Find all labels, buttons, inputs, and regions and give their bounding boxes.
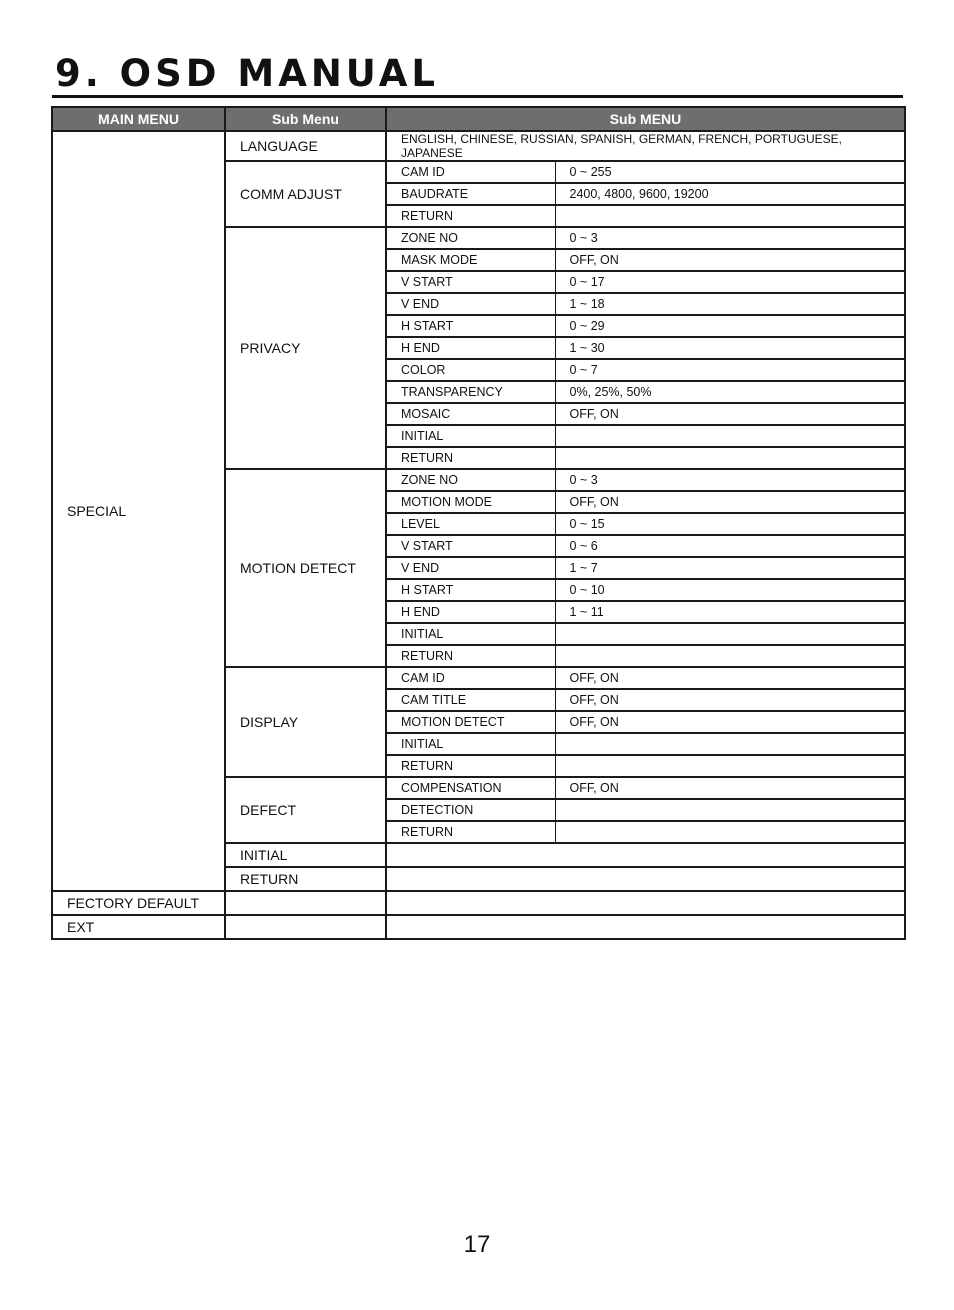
setting-range: [555, 205, 905, 227]
table-row: [52, 891, 905, 915]
submenu-language: LANGUAGE: [225, 131, 386, 161]
empty-cell: [225, 891, 386, 915]
setting-range: [555, 623, 905, 645]
table-header-row: [52, 107, 905, 131]
setting-name: RETURN: [386, 645, 555, 667]
header-sub-menu-detail: Sub MENU: [386, 107, 905, 131]
main-menu-ext: EXT: [52, 915, 225, 939]
setting-name: RETURN: [386, 755, 555, 777]
setting-name: H START: [386, 315, 555, 337]
setting-range: 0 ~ 17: [555, 271, 905, 293]
setting-name: RETURN: [386, 205, 555, 227]
setting-range: 1 ~ 30: [555, 337, 905, 359]
setting-name: LEVEL: [386, 513, 555, 535]
setting-name: V START: [386, 271, 555, 293]
setting-range: 0 ~ 15: [555, 513, 905, 535]
main-menu-factory-default: FECTORY DEFAULT: [52, 891, 225, 915]
setting-name: BAUDRATE: [386, 183, 555, 205]
setting-name: H END: [386, 337, 555, 359]
setting-range: 0%, 25%, 50%: [555, 381, 905, 403]
setting-range: 0 ~ 6: [555, 535, 905, 557]
setting-range: 0 ~ 7: [555, 359, 905, 381]
setting-range: 0 ~ 255: [555, 161, 905, 183]
setting-name: TRANSPARENCY: [386, 381, 555, 403]
setting-range: [555, 821, 905, 843]
setting-range: OFF, ON: [555, 403, 905, 425]
setting-range: OFF, ON: [555, 491, 905, 513]
header-main-menu: MAIN MENU: [52, 107, 225, 131]
setting-name: RETURN: [386, 821, 555, 843]
setting-range: 1 ~ 18: [555, 293, 905, 315]
setting-range: [555, 645, 905, 667]
setting-name: RETURN: [386, 447, 555, 469]
table-row: [52, 131, 905, 161]
empty-cell: [386, 915, 905, 939]
submenu-defect: DEFECT: [225, 777, 386, 843]
setting-name: DETECTION: [386, 799, 555, 821]
submenu-comm-adjust: COMM ADJUST: [225, 161, 386, 227]
main-menu-special: SPECIAL: [52, 131, 225, 891]
setting-range: OFF, ON: [555, 711, 905, 733]
table-row: [52, 915, 905, 939]
setting-range: [555, 755, 905, 777]
setting-range: [555, 447, 905, 469]
setting-range: [555, 425, 905, 447]
setting-name: COMPENSATION: [386, 777, 555, 799]
setting-range: 1 ~ 11: [555, 601, 905, 623]
setting-range: 0 ~ 29: [555, 315, 905, 337]
osd-menu-table: [51, 106, 906, 940]
empty-cell: [225, 915, 386, 939]
header-sub-menu: Sub Menu: [225, 107, 386, 131]
setting-name: H START: [386, 579, 555, 601]
submenu-initial: INITIAL: [225, 843, 386, 867]
setting-range: 0 ~ 10: [555, 579, 905, 601]
setting-range: OFF, ON: [555, 777, 905, 799]
page-title: 9. OSD MANUAL: [55, 52, 439, 95]
setting-name: MASK MODE: [386, 249, 555, 271]
empty-cell: [386, 867, 905, 891]
setting-name: CAM ID: [386, 161, 555, 183]
empty-cell: [386, 843, 905, 867]
setting-range: [555, 799, 905, 821]
setting-range: OFF, ON: [555, 667, 905, 689]
setting-name: CAM TITLE: [386, 689, 555, 711]
setting-name: MOTION DETECT: [386, 711, 555, 733]
page-number: 17: [463, 1231, 491, 1258]
setting-name: V START: [386, 535, 555, 557]
language-options: ENGLISH, CHINESE, RUSSIAN, SPANISH, GERMAN, FRENCH, PORTUGUESE, JAPANESE: [386, 131, 905, 161]
submenu-privacy: PRIVACY: [225, 227, 386, 469]
empty-cell: [386, 891, 905, 915]
setting-name: MOTION MODE: [386, 491, 555, 513]
submenu-motion-detect: MOTION DETECT: [225, 469, 386, 667]
setting-name: INITIAL: [386, 733, 555, 755]
setting-name: COLOR: [386, 359, 555, 381]
table-footer-rows: [52, 891, 905, 939]
table-body: [52, 131, 905, 891]
setting-range: 0 ~ 3: [555, 227, 905, 249]
setting-name: ZONE NO: [386, 469, 555, 491]
setting-name: INITIAL: [386, 623, 555, 645]
setting-range: 0 ~ 3: [555, 469, 905, 491]
setting-range: OFF, ON: [555, 249, 905, 271]
setting-name: H END: [386, 601, 555, 623]
submenu-display: DISPLAY: [225, 667, 386, 777]
title-underline: [52, 95, 903, 98]
submenu-return: RETURN: [225, 867, 386, 891]
setting-range: 1 ~ 7: [555, 557, 905, 579]
setting-name: V END: [386, 293, 555, 315]
setting-name: CAM ID: [386, 667, 555, 689]
setting-name: MOSAIC: [386, 403, 555, 425]
setting-name: ZONE NO: [386, 227, 555, 249]
setting-name: INITIAL: [386, 425, 555, 447]
setting-range: [555, 733, 905, 755]
setting-range: 2400, 4800, 9600, 19200: [555, 183, 905, 205]
setting-name: V END: [386, 557, 555, 579]
setting-range: OFF, ON: [555, 689, 905, 711]
